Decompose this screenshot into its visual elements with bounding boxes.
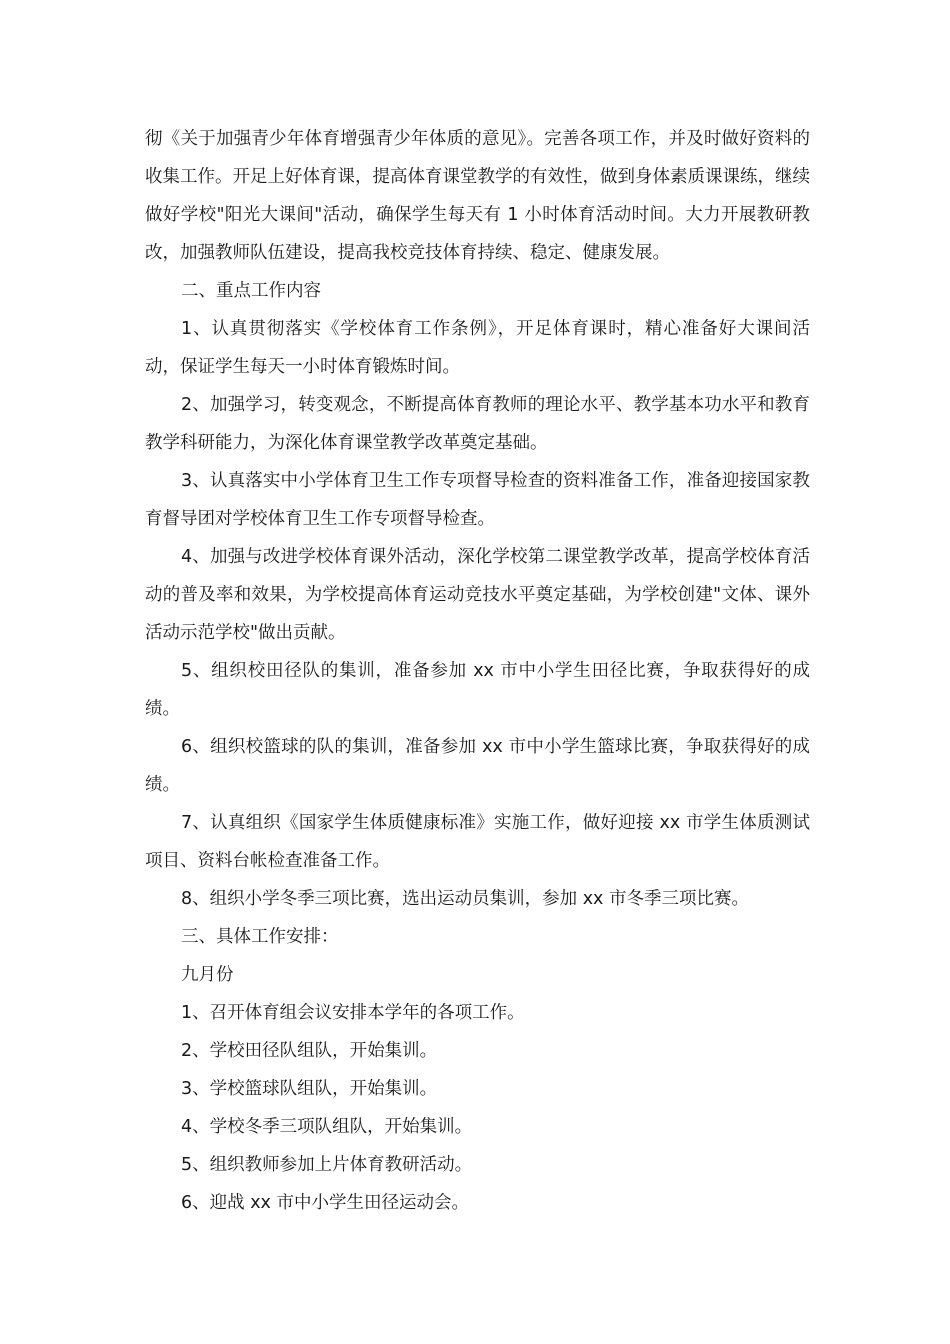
document-body xyxy=(145,120,810,1222)
schedule-item-3: 3、学校篮球队组队，开始集训。 xyxy=(181,1079,438,1099)
paragraph-item-5: 5、组织校田径队的集训，准备参加 xx 市中小学生田径比赛，争取获得好的成绩。 xyxy=(145,661,810,719)
paragraph-item-6: 6、组织校篮球的队的集训，准备参加 xx 市中小学生篮球比赛，争取获得好的成绩。 xyxy=(145,737,810,795)
schedule-item-2: 2、学校田径队组队，开始集训。 xyxy=(181,1041,438,1061)
section-heading-schedule: 三、具体工作安排： xyxy=(181,927,339,947)
paragraph-item-3: 3、认真落实中小学体育卫生工作专项督导检查的资料准备工作，准备迎接国家教育督导团对学校体育卫生工作专项督导检查。 xyxy=(145,471,810,529)
schedule-item-4: 4、学校冬季三项队组队，开始集训。 xyxy=(181,1117,473,1137)
paragraph-item-8: 8、组织小学冬季三项比赛，选出运动员集训，参加 xx 市冬季三项比赛。 xyxy=(181,889,749,909)
paragraph-item-4: 4、加强与改进学校体育课外活动，深化学校第二课堂教学改革，提高学校体育活动的普及率和效果，为学校提高体育运动竞技水平奠定基础，为学校创建"文体、课外活动示范学校"做出贡献。 xyxy=(145,547,810,643)
schedule-item-1: 1、召开体育组会议安排本学年的各项工作。 xyxy=(181,1003,525,1023)
paragraph-continuation: 彻《关于加强青少年体育增强青少年体质的意见》。完善各项工作，并及时做好资料的收集工作。开足上好体育课，提高体育课堂教学的有效性，做到身体素质课课练，继续做好学校"阳光大课间"活动，确保学生每天有 1 小时体育活动时间。大力开展教研教改，加强教师队伍建设，提高我校竞技体育持续、稳定、健康发展。 xyxy=(145,129,810,263)
section-heading-key-work: 二、重点工作内容 xyxy=(181,281,321,301)
schedule-item-5: 5、组织教师参加上片体育教研活动。 xyxy=(181,1155,473,1175)
paragraph-item-2: 2、加强学习，转变观念，不断提高体育教师的理论水平、教学基本功水平和教育教学科研能力，为深化体育课堂教学改革奠定基础。 xyxy=(145,395,810,453)
paragraph-item-1: 1、认真贯彻落实《学校体育工作条例》，开足体育课时，精心准备好大课间活动，保证学生每天一小时体育锻炼时间。 xyxy=(145,319,810,377)
month-heading-september: 九月份 xyxy=(181,965,234,985)
paragraph-item-7: 7、认真组织《国家学生体质健康标准》实施工作，做好迎接 xx 市学生体质测试项目、资料台帐检查准备工作。 xyxy=(145,813,810,871)
schedule-item-6: 6、迎战 xx 市中小学生田径运动会。 xyxy=(181,1193,469,1213)
